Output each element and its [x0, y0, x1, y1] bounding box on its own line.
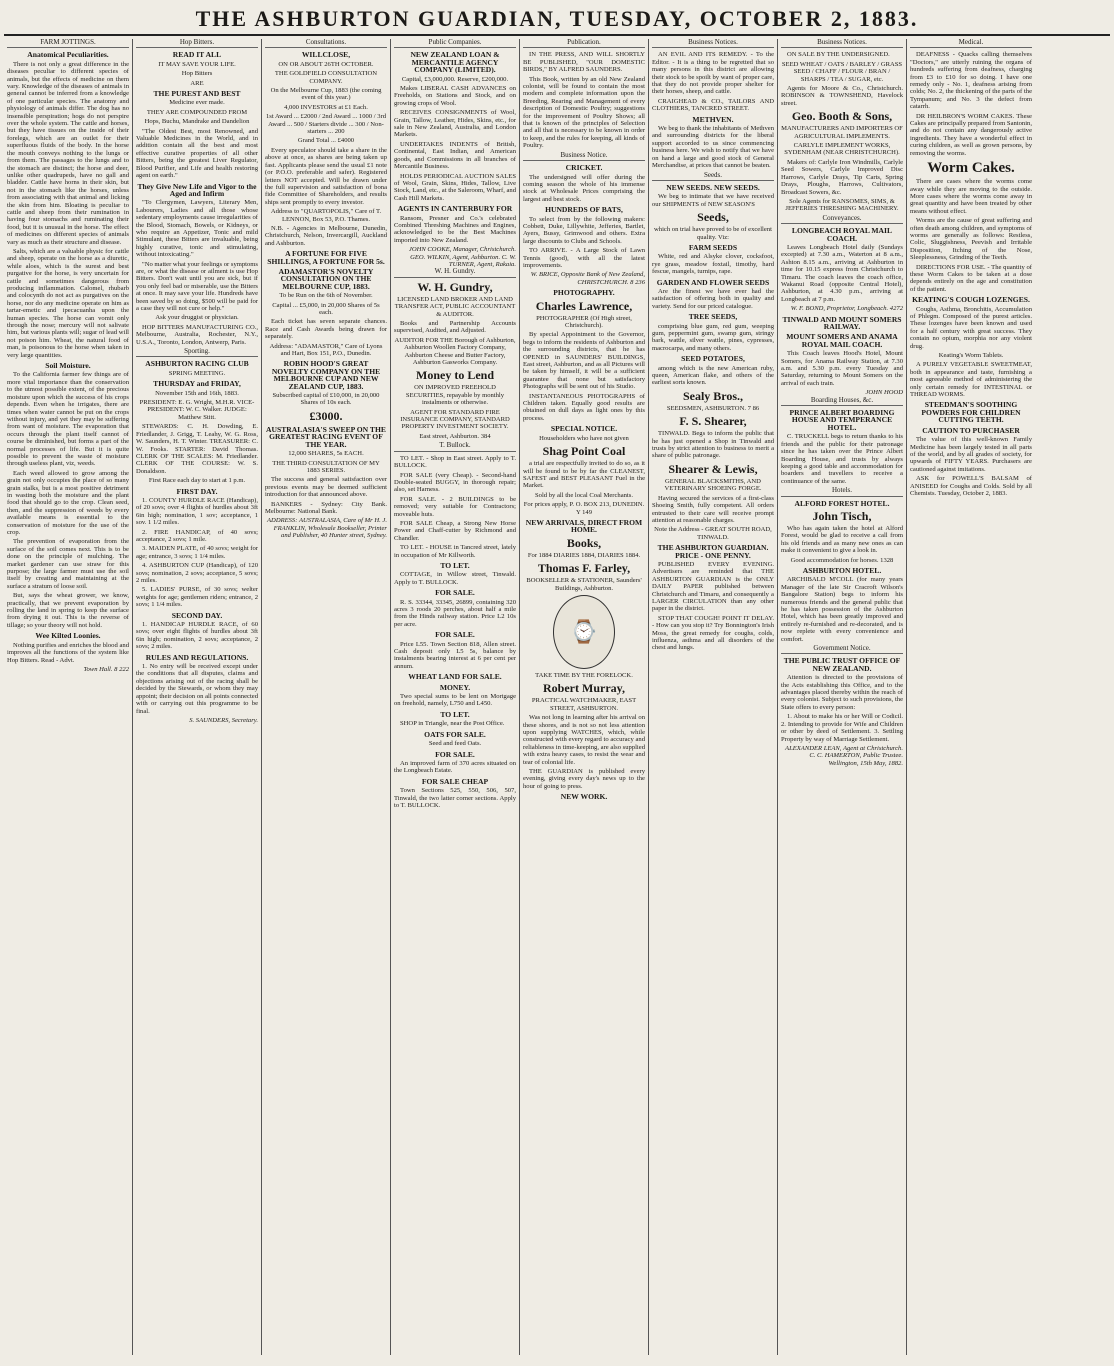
paragraph: CRAIGHEAD & CO., TAILORS AND CLOTHIERS, TANCRED STREET.	[652, 97, 774, 113]
section-header: Government Notice.	[781, 645, 903, 654]
paragraph: ARCHIBALD M'COLL (for many years Manager of the late Sir Cracroft Wilson's Bangalore Station) begs to inform his numerous friends and the general public that he has taken possession of the Ashburton Hotel, which has been greatly improved and entirely re-furnished and re-decorated, and is now replete with every convenience and comfort.	[781, 576, 903, 643]
paragraph: Are the finest we have ever had the satisfaction of offering both in quality and variety. Send for our priced catalogue.	[652, 287, 774, 310]
paragraph: 1. No entry will be received except under the conditions that all disputes, claims and objections arising out of the racing shall be decided by the Stewards, or whom they may appoint; their decision on all points connected with or carrying out this programme to be final.	[136, 663, 258, 715]
advert-heading: WHEAT LAND FOR SALE.	[408, 672, 502, 682]
signature-line: S. SAUNDERS, Secretary.	[189, 716, 258, 724]
paragraph: Agents for Moore & Co., Christchurch. ROBINSON & TOWNSHEND, Havelock street.	[781, 85, 903, 107]
advert-heading: READ IT ALL	[172, 50, 222, 60]
advert-heading: £3000.	[309, 408, 343, 423]
advert-heading: WILLCLOSE,	[301, 50, 351, 60]
centered-line: SPRING MEETING.	[168, 369, 226, 377]
centered-line: Medicine ever made.	[169, 99, 225, 107]
paragraph: TO LET. - Shop in East street. Apply to T. BULLOCK.	[394, 454, 516, 470]
masthead	[4, 4, 1110, 36]
advert-heading: MOUNT SOMERS AND ANAMA ROYAL MAIL COACH.	[786, 332, 898, 349]
centered-line: GENERAL BLACKSMITHS, AND VETERINARY SHOEING FORGE.	[664, 477, 762, 493]
column-7	[778, 39, 907, 1355]
centered-line: 1st Award ... £2000 / 2nd Award ... 1000 / 3rd Award ... 500 / Starters divide ... 300 / Non-starters ... 200	[265, 113, 387, 136]
advert-heading: F. S. Shearer,	[679, 414, 747, 429]
centered-line: Ask your druggist or physician.	[155, 314, 239, 322]
paragraph: The prevention of evaporation from the surface of the soil comes next. This is to be done on the principle of mulching. The market gardener can use straw for this purpose; the large farmer must use the soil itself by creating and maintaining at the surface a stratum of loose soil.	[7, 538, 129, 590]
advert-heading: FOR SALE.	[435, 630, 475, 640]
centered-line: TAKE TIME BY THE FORELOCK.	[535, 671, 633, 679]
advert-heading: Shearer & Lewis,	[668, 461, 758, 476]
advert-heading: LONGBEACH ROYAL MAIL COACH.	[791, 226, 893, 243]
paragraph: To the California farmer few things are of more vital importance than the conservation to the utmost possible extent, of the precious moisture upon which the success of his crops depends. Even when he irrigates, there are times when water cannot be put on the crops without injury, and yet they may be suffering from want of moisture. The evaporation that occurs through the plant itself cannot of course be diminished, but forms a part of the normal processes of life. But it is quite possible to prevent the waste of moisture through useless plant, viz, weeds.	[7, 371, 129, 468]
advert-heading: GARDEN AND FLOWER SEEDS	[656, 277, 770, 287]
paragraph: Having secured the services of a first-class Shoeing Smith, fully competent. All orders entrusted to their care will receive prompt attention at reasonable charges.	[652, 494, 774, 524]
paragraph: The value of this well-known Family Medicine has been largely tested in all parts of the world, and by all grades of society, for upwards of FIFTY YEARS. Purchasers are cautioned against imitations.	[910, 436, 1032, 473]
advert-heading: They Give New Life and Vigor to the Aged and Infirm	[137, 181, 257, 198]
paragraph: Each ticket has seven separate chances. Race and Cash Awards being drawn for separately.	[265, 318, 387, 341]
advert-heading: SPECIAL NOTICE.	[550, 424, 618, 434]
paragraph: Who has again taken the hotel at Alford Forest, would be glad to receive a call from his old friends and as many new ones as can make it convenient to give a look in.	[781, 524, 903, 555]
centered-line: PRACTICAL WATCHMAKER, EAST STREET, ASHBURTON.	[531, 697, 637, 712]
section-header: Seeds.	[652, 172, 774, 181]
centered-line: On the Melbourne Cup, 1883 (the coming event of this year.)	[270, 87, 382, 102]
centered-line: For prices apply, P. O. BOX 213, DUNEDIN. Y 149	[523, 501, 645, 516]
centered-line: PRESIDENT: E. G. Wright, M.H.R. VICE-PRESIDENT: W. C. Walker. JUDGE: Matthew Stitt.	[139, 399, 255, 421]
paragraph: C. TRUCKELL begs to return thanks to his friends and the public for their patronage since he has taken over the Prince Albert Boarding House, and trusts by always keeping a good table and accommodation for boarders and travellers to receive a continuance of the same.	[781, 433, 903, 485]
signature-line: Town Hall. 8 222	[83, 665, 129, 673]
section-header: Business Notices.	[781, 39, 903, 48]
section-header: Sporting.	[136, 348, 258, 357]
section-header: Hop Bitters.	[136, 39, 258, 48]
advert-heading: FARM SEEDS	[688, 242, 738, 252]
paragraph: COTTAGE, in Willow street, Tinwald. Apply to T. BULLOCK.	[394, 571, 516, 586]
paragraph: Each weed allowed to grow among the grain not only occupies the place of so many grain stalks, but is a most positive detriment in wasting both the moisture and the plant food that should go to the crop. Clean seed, then, and the suppression of weeds by every available means is essential to the conservation of moisture for the use of the crop.	[7, 469, 129, 536]
paragraph: We beg to intimate that we have received our SHIPMENTS of NEW SEASON'S	[652, 193, 774, 208]
column-6	[649, 39, 778, 1355]
paragraph: FOR SALE. - 2 BUILDINGS to be removed; very suitable for Contractors; moveable huts.	[394, 495, 516, 518]
advert-heading: Seeds,	[697, 210, 729, 225]
advert-heading: PHOTOGRAPHY.	[553, 288, 615, 298]
advert-heading: A FORTUNE FOR FIVE SHILLINGS, A FORTUNE FOR 5s.	[267, 249, 385, 266]
paragraph: 2. FIRE HANDICAP, of 40 sovs; acceptance, 2 sovs; 1 mile.	[136, 528, 258, 543]
advert-heading: TINWALD AND MOUNT SOMERS RAILWAY.	[782, 314, 902, 331]
paragraph: DEAFNESS - Quacks calling themselves "Doctors," are utterly ruining the organs of hundreds suffering from deafness, charging from £3 to £10 for so doing. I have one remedy only - No. 1, deafness arising from colds; No. 2, the thickening of the parts of the Tympanum; and No. 3 the defect from catarrh.	[910, 51, 1032, 111]
section-header: Public Companies.	[394, 39, 516, 48]
centered-line: THE GOLDFIELD CONSULTATION COMPANY.	[274, 70, 378, 85]
centered-line: Grand Total ... £4000	[297, 137, 355, 145]
advert-heading: TREE SEEDS,	[688, 312, 738, 322]
paragraph: 3. MAIDEN PLATE, of 40 sovs; weight for age; entrance, 3 sovs; 1 1/4 miles.	[136, 545, 258, 560]
centered-line: Seed and feed Oats.	[428, 740, 482, 748]
advert-heading: ASHBURTON RACING CLUB	[145, 359, 249, 369]
advert-heading: Anatomical Peculiarities.	[27, 50, 109, 60]
advert-heading: Charles Lawrence,	[535, 298, 633, 313]
signature-line: ADDRESS: AUSTRALASIA, Care of Mr H. J. FRANKLIN, Wholesale Bookseller, Printer and Publisher, 40 Hunter street, Sydney.	[267, 517, 387, 540]
paragraph: THE GUARDIAN is published every evening, giving every day's news up to the hour of going to press.	[523, 768, 645, 790]
paragraph: 5. LADIES' PURSE, of 30 sovs; welter weights for age; gentlemen riders; entrance, 2 sovs; 1 1/4 miles.	[136, 586, 258, 609]
paragraph: 1. About to make his or her Will or Codicil. 2. Intending to provide for Wife and Children or other by deed of Settlement. 3. Settling Property by way of Marriage Settlement.	[781, 713, 903, 743]
advert-heading: NEW WORK.	[560, 792, 608, 802]
signature-line: JOHN HOOD	[865, 389, 903, 397]
advert-heading: KEATING'S COUGH LOZENGES.	[912, 295, 1030, 305]
advert-heading: Geo. Booth & Sons,	[791, 109, 893, 124]
paragraph: To select from by the following makers: Cobbett, Duke, Lillywhite, Jefferies, Bartlet, Ayers, Bussy, Grimwood and others. Extra large discounts to Clubs and Schools.	[523, 215, 645, 245]
paragraph: Worms are the cause of great suffering and often death among children, and symptoms of worms are generally as follows: Restless, Colic, Sluggishness, Peevish and Irritable Disposition, Itching of the Nose, Sleeplessness, Grinding of the Teeth.	[910, 217, 1032, 262]
centered-line: Address: "ADAMASTOR," Care of Lyons and Hart, Box 151, P.O., Dunedin.	[269, 342, 383, 358]
paragraph: "To Clergymen, Lawyers, Literary Men, Labourers, Ladies and all those whose sedentary employments cause irregularities of the Blood, Stomach, Bowels, or Kidneys, or who require an Appetizer, Tonic and mild Stimulant, these Bitters are invaluable, being highly curative, tonic and stimulating, without intoxicating."	[136, 199, 258, 259]
paragraph: RECEIVES CONSIGNMENTS of Wool, Grain, Tallow, Leather, Hides, Skins, etc., for sale in New Zealand, Australia, and London Markets.	[394, 109, 516, 139]
advert-heading: NEW ZEALAND LOAN & MERCANTILE AGENCY COMPANY (LIMITED).	[410, 50, 500, 75]
paragraph: AN EVIL AND ITS REMEDY. - To the Editor. - It is a thing to be regretted that so many persons in this district are allowing their stock to be spoilt by want of proper care, that they do not provide proper shelter for their horses, sheep, and cattle.	[652, 51, 774, 96]
paragraph: Ransom, Presner and Co.'s celebrated Combined Threshing Machines and Engines, acknowledged to be the Best Machines imported into New Zealand.	[394, 214, 516, 244]
paragraph: R. S. 33344, 33345, 26899, containing 320 acres 3 roods 20 perches, about half a mile from the Hinds railway station. Price L2 10s per acre.	[394, 598, 516, 628]
paragraph: There are cases where the worms come away while they are moving to the outside. More cases where the worms come away in great quantity and have been treated by other means without effect.	[910, 178, 1032, 215]
section-header: Business Notices.	[652, 39, 774, 48]
centered-line: CARLYLE IMPLEMENT WORKS, SYDENHAM (NEAR CHRISTCHURCH).	[784, 142, 900, 157]
paragraph: Books and Partnership Accounts supervised, Audited, and Adjusted.	[394, 320, 516, 335]
column-8	[907, 39, 1035, 1355]
centered-line: Hops, Buchu, Mandrake and Dandelion	[144, 118, 250, 126]
centered-line: PHOTOGRAPHER (Of High street, Christchurch).	[536, 314, 632, 329]
advert-heading: CAUTION TO PURCHASER	[922, 425, 1020, 435]
paragraph: a trial are respectfully invited to do so, as it will be found to be by far the CLEANEST, SAFEST and BEST PLEASANT Fuel in the Market.	[523, 460, 645, 490]
advert-heading: Robert Murray,	[543, 681, 625, 696]
column-5	[520, 39, 649, 1355]
centered-line: THEY ARE COMPOUNDED FROM	[146, 108, 248, 116]
paragraph: White, red and Alsyke clover, cocksfoot, rye grass, meadow foxtail, timothy, hard fescue, mangels, turnips, rape.	[652, 253, 774, 276]
centered-line: AUDITOR FOR THE Borough of Ashburton, Ashburton Woollen Factory Company, Ashburton Cheese and Butter Factory, Ashburton Gasworks Company.	[394, 336, 516, 367]
paragraph: Leaves Longbeach Hotel daily (Sundays excepted) at 7.30 a.m., Waterton at 8 a.m., Ashton 8.15 a.m., arriving at Ashburton in time for 10.15 express from Christchurch to Timaru. The coach leaves the coach office, Wakanui Road (opposite Central Hotel), Ashburton, at 4.30 p.m., arriving at Longbeach at 7 p.m.	[781, 243, 903, 303]
paragraph: DR HEILBRON'S WORM CAKES. These Cakes are principally prepared from Santonin, and do not contain any dangerously active ingredients. They have a wonderful effect in curing children, as well as grown persons, by removing the worms.	[910, 112, 1032, 157]
advert-heading: FOR SALE.	[435, 588, 475, 598]
paragraph: Price L55. Town Section 818, Allen street. Cash deposit only L5 5s, balance by instalments bearing interest at 6 per cent per annum.	[394, 640, 516, 670]
paragraph: STEWARDS: C. H. Dowding, E. Friedlander, J. Grigg, T. Leahy, W. G. Ross, W. Saunders, H. T. Winter. TREASURER: C. W. Fooks. STARTER: David Thomas. CLERK OF THE SCALES: M. Friedlander. CLERK OF THE COURSE: W. S. Donaldson.	[136, 423, 258, 475]
advert-heading: THE ASHBURTON GUARDIAN. PRICE - ONE PENNY.	[657, 543, 769, 560]
advert-heading: W. H. Gundry,	[417, 279, 493, 294]
section-header: Conveyances.	[781, 215, 903, 224]
centered-line: THE THIRD CONSULTATION OF MY 1883 SERIES.	[272, 459, 380, 474]
paragraph: PUBLISHED EVERY EVENING. Advertisers are reminded that THE ASHBURTON GUARDIAN is the ONLY DAILY PAPER published between Christchurch and Timaru, and consequently a LARGER CIRCULATION than any other paper in the district.	[652, 560, 774, 613]
paragraph: BANKERS - Sydney: City Bank. Melbourne: National Bank.	[265, 500, 387, 515]
column-4	[391, 39, 520, 1355]
advert-heading: Shag Point Coal	[542, 444, 626, 459]
centered-line: MANUFACTURERS AND IMPORTERS OF AGRICULTURAL IMPLEMENTS.	[781, 125, 903, 140]
section-header: FARM JOTTINGS.	[7, 39, 129, 48]
advert-heading: OATS FOR SALE.	[424, 729, 486, 739]
paragraph: among which is the new American ruby, queen, American flake, and others of the earliest sorts known.	[652, 364, 774, 387]
paragraph: A PURELY VEGETABLE SWEETMEAT, both in appearance and taste, furnishing a most agreeable method of administering the only certain remedy for INTESTINAL or THREAD WORMS.	[910, 361, 1032, 399]
paragraph: Salts, which are a valuable physic for cattle and sheep, operate on the horse as a diuretic, while aloes, which is the surest and best purgative for the horse, is very uncertain for cattle and sometimes dangerous from producing inflammation. Calomel, rhubarb and colocynth do not act as purgatives on the horse, nor do any medicine operate on him as tartar-emetic and ipecacuanha upon the human species. The horse can vomit only through the nose; mercury will not salivate him, but various plants will; sugar of lead will not poison him. Wheat, the natural food of man, is poisonous to the horse when taken in very large quantities.	[7, 247, 129, 359]
advert-heading: METHVEN.	[692, 114, 734, 124]
masthead-title: THE ASHBURTON GUARDIAN, TUESDAY, OCTOBER 2, 1883.	[195, 6, 919, 31]
paragraph: "No matter what your feelings or symptoms are, or what the disease or ailment is use Hop Bitters. Don't wait until you are sick, but if you only feel bad or miserable, use the Bitters at once. It may save your life. Hundreds have been saved by so doing, $500 will be paid for a case they will not cure or help."	[136, 260, 258, 312]
section-header: Publication.	[523, 39, 645, 48]
paragraph: TO ARRIVE. - A Large Stock of Lawn Tennis (good), with all the latest improvements.	[523, 247, 645, 269]
advert-heading: ADAMASTOR'S NOVELTY CONSULTATION ON THE MELBOURNE CUP, 1883.	[278, 266, 374, 291]
paragraph: Two special sums to be lent on Mortgage on freehold, namely, L750 and L450.	[394, 693, 516, 708]
advert-heading: NEW ARRIVALS, DIRECT FROM HOME.	[525, 517, 643, 535]
advert-heading: AUSTRALASIA'S SWEEP ON THE GREATEST RACING EVENT OF THE YEAR.	[266, 424, 386, 449]
centered-line: First Race each day to start at 1 p.m.	[148, 477, 246, 485]
newspaper-page	[4, 4, 1110, 1356]
paragraph: HOP BITTERS MANUFACTURING CO., Melbourne, Australia, Rochester, N.Y., U.S.A., Toronto, London, Antwerp, Paris.	[136, 323, 258, 346]
advert-heading: SEED POTATOES,	[681, 354, 745, 364]
paragraph: DIRECTIONS FOR USE. - The quantity of these Worm Cakes to be taken at a dose depends entirely on the age and constitution of the patient.	[910, 263, 1032, 293]
paragraph: The undersigned will offer during the coming season the whole of his immense stock at Wholesale Prices comprising the largest and best stock.	[523, 173, 645, 203]
columns-container	[4, 39, 1110, 1355]
centered-line: AGENT FOR STANDARD FIRE INSURANCE COMPANY, STANDARD PROPERTY INVESTMENT SOCIETY.	[400, 408, 510, 431]
advert-heading: THE PUBLIC TRUST OFFICE OF NEW ZEALAND.	[783, 656, 901, 673]
paragraph: FOR SALE (very Cheap). - Second-hand Double-seated BUGGY, in thorough repair; also, set Harness.	[394, 471, 516, 494]
advert-heading: FOR SALE CHEAP	[421, 776, 489, 786]
advert-heading: CRICKET.	[565, 163, 603, 173]
paragraph: ASK for POWELL'S BALSAM of ANISEED for Coughs and Colds. Sold by all Chemists. Tuesday, October 2, 1883.	[910, 475, 1032, 497]
paragraph: Town Sections 525, 550, 506, 507, Tinwald, the two latter corner sections. Apply to T. BULLOCK.	[394, 787, 516, 809]
paragraph: This Book, written by an old New Zealand colonist, will be found to contain the most modern and complete information upon the Breeding, Rearing and Management of every description of Domestic Poultry; suggestions for the improvement of Poultry Shows; all that is known of the principles of Selection and all that is necessary to be known in order to keep, and the rules for keeping, all kinds of Poultry.	[523, 75, 645, 150]
centered-line: Address to "QUARTOPOLIS," Care of T. LENNON, Box 53, P.O. Thames.	[270, 208, 382, 223]
advert-heading: Thomas F. Farley,	[537, 561, 631, 576]
advert-heading: SECOND DAY.	[171, 610, 223, 620]
advert-heading: Money to Lend	[416, 368, 494, 383]
centered-line: BOOKSELLER & STATIONER, Saunders' Buildings, Ashburton.	[526, 577, 642, 592]
centered-line: Keating's Worm Tablets.	[938, 352, 1004, 360]
centered-line: SEED WHEAT / OATS / BARLEY / GRASS SEED / CHAFF / FLOUR / BRAN / SHARPS / TEA / SUGAR, etc.	[781, 60, 903, 83]
signature-line: W. F. BOND, Proprietor, Longbeach. 4272	[790, 305, 903, 313]
advert-heading: PRINCE ALBERT BOARDING HOUSE AND TEMPERANCE HOTEL.	[789, 408, 895, 432]
column-1	[4, 39, 133, 1355]
advert-heading: THURSDAY and FRIDAY,	[153, 379, 241, 389]
paragraph: Attention is directed to the provisions of the Acts establishing this Office, and to the advantages placed thereby within the reach of every colonist. Subject to such provisions, the State offers to every person:	[781, 674, 903, 711]
centered-line: Sole Agents for RANSOMES, SIMS, & JEFFERIES THRESHING MACHINERY.	[785, 197, 899, 213]
advert-heading: HUNDREDS OF BATS,	[545, 205, 623, 215]
advert-heading: ALFORD FOREST HOTEL.	[794, 498, 890, 508]
centered-line: ON IMPROVED FREEHOLD SECURITIES, repayable by monthly instalments or otherwise.	[405, 384, 505, 407]
centered-line: East street, Ashburton. 384	[419, 432, 491, 440]
section-header: T. Bullock.	[394, 442, 516, 451]
paragraph: "The Oldest Best, most Renowned, and Valuable Medicines in the World, and in addition contain all the best and most effective curative properties of all other Bitters, being the greatest Liver Regulator, Blood Purifier, and Life and health restoring agent on earth."	[136, 127, 258, 180]
advert-heading: FIRST DAY.	[176, 486, 218, 496]
centered-line: ARE	[190, 79, 204, 87]
paragraph: TINWALD. Begs to inform the public that he has just opened a Shop in Tinwald and trusts by strict attention to business to merit a share of public patronage.	[652, 430, 774, 460]
centered-line: Good accommodation for horses. 1328	[790, 556, 894, 564]
paragraph: But, says the wheat grower, we know, practically, that we prevent evaporation by rolling the land in spring to keep the surface from drying it out. This is the reverse of tillage; so your theory will not hold.	[7, 592, 129, 629]
paragraph: Was not long in learning after his arrival on these shores, and is not so not less attention upon supplying WATCHES, which, while constructed with every regard to accuracy and reliableness in time-keeping, are also supplied with extra heavy cases, to resist the wear and tear of colonial life.	[523, 714, 645, 766]
paragraph: The success and general satisfaction over previous events may be deemed sufficient introduction for that announced above.	[265, 476, 387, 499]
section-header: Business Notice.	[523, 152, 645, 161]
centered-line: LICENSED LAND BROKER AND LAND TRANSFER ACT, PUBLIC ACCOUNTANT & AUDITOR.	[394, 295, 516, 318]
centered-line: For 1884 DIARIES 1884, DIARIES 1884.	[527, 551, 641, 559]
centered-line: IT MAY SAVE YOUR LIFE.	[158, 60, 236, 68]
watch-icon: ⌚	[553, 595, 615, 669]
advert-heading: AGENTS IN CANTERBURY FOR	[397, 204, 513, 214]
signature-line: JOHN COOKE, Manager, Christchurch. GEO. WILKIN, Agent, Ashburton. C. W. TURNER, Agent, Rakaia.	[408, 246, 516, 268]
section-header: Consultations.	[265, 39, 387, 48]
paragraph: ON SALE BY THE UNDERSIGNED.	[787, 51, 890, 59]
advert-heading: ASHBURTON HOTEL.	[802, 565, 882, 575]
advert-heading: TO LET.	[440, 560, 470, 570]
advert-heading: THE PUREST AND BEST	[153, 89, 241, 99]
signature-line: ALEXANDER LEAN, Agent at Christchurch. C. C. HAMERTON, Public Trustee. Wellington, 15th May, 1882.	[785, 744, 903, 767]
paragraph: N.B. - Agencies in Melbourne, Dunedin, Christchurch, Nelson, Invercargill, Auckland and Ashburton.	[265, 224, 387, 247]
section-header: Boarding Houses, &c.	[781, 397, 903, 406]
centered-line: Subscribed capital of £10,000, in 20,000 Shares of 10s each.	[272, 392, 380, 407]
centered-line: Householders who have not given	[539, 434, 629, 442]
paragraph: Coughs, Asthma, Bronchitis, Accumulation of Phlegm. Composed of the purest articles. These lozenges have been known and used for a half century with great success. They contain no opium, morphia nor any violent drug.	[910, 305, 1032, 350]
advert-heading: ROBIN HOOD'S GREAT NOVELTY COMPANY ON THE MELBOURNE CUP AND NEW ZEALAND CUP, 1883.	[271, 359, 381, 391]
paragraph: An improved farm of 370 acres situated on the Longbeach Estate.	[394, 759, 516, 775]
signature-line: W. BRICE, Opposite Bank of New Zealand, CHRISTCHURCH. 8 236	[530, 271, 645, 286]
paragraph: Makers of: Carlyle Iron Windmills, Carlyle Seed Sowers, Carlyle Improved Disc Harrows, Carlyle Drays, Tip Carts, Spring Drays, Ploughs, Harrows, Cultivators, Broadcast Sowers, &c.	[781, 158, 903, 196]
column-2	[133, 39, 262, 1355]
advert-heading: NEW SEEDS. NEW SEEDS.	[666, 182, 760, 192]
advert-heading: Worm Cakes.	[927, 160, 1015, 177]
centered-line: SEEDSMEN, ASHBURTON. 7 86	[666, 404, 760, 412]
paragraph: INSTANTANEOUS PHOTOGRAPHS of Children taken. Equally good results are obtained on dull days as light ones by this process.	[523, 392, 645, 422]
paragraph: SHOP in Triangle, near the Post Office.	[400, 720, 505, 728]
paragraph: Makes LIBERAL CASH ADVANCES on Freeholds, on Stations and Stock, and on growing crops of Wool.	[394, 85, 516, 107]
paragraph: 1. COUNTY HURDLE RACE (Handicap), of 20 sovs; over 4 flights of hurdles about 3ft 6in high; nomination, 1 sov; acceptance, 1 sov. 1 1/2 miles.	[136, 496, 258, 527]
paragraph: 4. ASHBURTON CUP (Handicap), of 120 sovs; nomination, 2 sovs; acceptance, 5 sovs; 2 miles.	[136, 562, 258, 584]
paragraph: We beg to thank the inhabitants of Methven and surrounding districts for the liberal support accorded to us since commencing business here. We wish to notify that we have on hand a large and good stock of General Merchandise, at prices that cannot be beaten.	[652, 125, 774, 170]
paragraph: TO LET. - HOUSE in Tancred street, lately in occupation of Mr Killworth.	[394, 544, 516, 559]
centered-line: Capital, £3,000,000. Reserve, £200,000.	[401, 75, 509, 83]
advert-heading: STEEDMAN'S SOOTHING POWDERS FOR CHILDREN CUTTING TEETH.	[921, 400, 1021, 425]
paragraph: HOLDS PERIODICAL AUCTION SALES of Wool, Grain, Skins, Hides, Tallow, Live Stock, Land, etc., at the Saleroom, Wharf, and Cash Hill Markets.	[394, 172, 517, 202]
advert-heading: Sealy Bros.,	[682, 388, 744, 403]
paragraph: comprising blue gum, red gum, weeping gum, peppermint gum, swamp gum, stringy bark, wattle, silver wattle, pines, cypresses, macrocarpa, and many others.	[652, 322, 774, 352]
centered-line: 4,000 INVESTORS at £1 Each.	[284, 103, 368, 111]
advert-heading: Books,	[566, 535, 602, 550]
paragraph: Nothing purifies and enriches the blood and improves all the functions of the system like Hop Bitters. Read - Advt.	[7, 641, 129, 664]
advert-heading: Wee Kilted Loonies.	[35, 631, 101, 641]
section-header: W. H. Gundry.	[394, 268, 516, 277]
paragraph: By special Appointment to the Governor, begs to inform the residents of Ashburton and the surrounding districts, that he has OPENED in SAUNDERS' BUILDINGS, East street, Ashburton, and as all Pictures will be taken by himself, it will be a sufficient guarantee that none but satisfactory Photographs will be sent out of his Studio.	[523, 331, 645, 391]
centered-line: November 15th and 16th, 1883.	[155, 389, 239, 397]
paragraph: IN THE PRESS, AND WILL SHORTLY BE PUBLISHED, "OUR DOMESTIC BIRDS," BY ALFRED SAUNDERS.	[523, 51, 645, 74]
advert-heading: TO LET.	[440, 709, 470, 719]
paragraph: There is not only a great difference in the diseases peculiar to different species of animals, but the effects of medicine on them vary. Knowledge of the diseases of animals in general cannot be inferred from a knowledge of one particular species. The anatomy and physiology of animals differ. The dog has no insensible perspiration; hogs do not perspire over the whole system. The cattle and horses, but they have tissues on the inside of their forelegs, which are an outlet for their superfluous fluids of the body. In the horse the mouth conveys nothing to the lungs or from them. The passages to the lungs and to the stomach are distinct; the horse and deer, unlike other quadrupeds, have no gall and bladder. Cattle have horns in their skin, but not in the stomach like the horses, unless from associating with that animal and licking the skin from him. Bloating is peculiar to cattle and sheep from their rumination in having four stomachs and ruminating their food, but it is unusual in the horse. The effect of medicines on different species of animals vary as much as their structure and disease.	[7, 60, 129, 246]
centered-line: which on trial have proved to be of excellent quality. Viz:	[654, 226, 772, 241]
centered-line: 12,000 SHARES, 5s EACH.	[288, 450, 364, 458]
centered-line: Note the Address - GREAT SOUTH ROAD, TINWALD.	[654, 526, 772, 541]
section-header: Hotels.	[781, 487, 903, 496]
paragraph: Every speculator should take a share in the above at once, as shares are being taken up fast. Applicants please send the usual £1 note (or P.O.O. preferable and safer). Registered letters NOT accepted. Will be drawn under the full supervision and satisfaction of bona fide Committee of Shareholders, and results ships sent promptly to every investor.	[265, 146, 387, 206]
centered-line: Hop Bitters	[181, 70, 213, 78]
advert-heading: FOR SALE.	[435, 749, 475, 759]
centered-line: Sold by all the local Coal Merchants.	[535, 491, 633, 499]
advert-heading: RULES AND REGULATIONS.	[145, 652, 249, 662]
advert-heading: John Tisch,	[812, 508, 872, 523]
paragraph: 1. HANDICAP HURDLE RACE, of 60 sovs; over eight flights of hurdles about 3ft 6in high; nomination, 2 sovs; acceptance, 2 sovs; 2 miles.	[136, 621, 258, 651]
centered-line: Capital ... £5,000, in 20,000 Shares of 5s each.	[272, 301, 380, 316]
paragraph: FOR SALE Cheap, a Strong New Horse Power and Chaff-cutter by Richmond and Chandler.	[394, 519, 516, 542]
advert-heading: Soil Moisture.	[45, 361, 91, 371]
paragraph: This Coach leaves Hood's Hotel, Mount Somers, for Anama Railway Station, at 7.30 a.m. and 5.30 p.m. every Tuesday and Saturday, returning to Mount Somers on the arrival of each train.	[781, 350, 903, 387]
paragraph: STOP THAT COUGH! POINT IT DELAY. - How can you stop it? Try Bonnington's Irish Moss, the great remedy for coughs, colds, influenza, asthma and all disorders of the chest and lungs.	[652, 614, 774, 652]
advert-heading: MONEY.	[439, 682, 471, 692]
centered-line: To be Run on the 6th of November.	[279, 292, 373, 300]
column-3	[262, 39, 391, 1355]
centered-line: ON OR ABOUT 26TH OCTOBER.	[278, 60, 374, 68]
section-header: Medical.	[910, 39, 1032, 48]
paragraph: UNDERTAKES INDENTS of British, Continental, East Indian, and American goods, and Commissions in all branches of Mercantile Business.	[394, 140, 516, 171]
